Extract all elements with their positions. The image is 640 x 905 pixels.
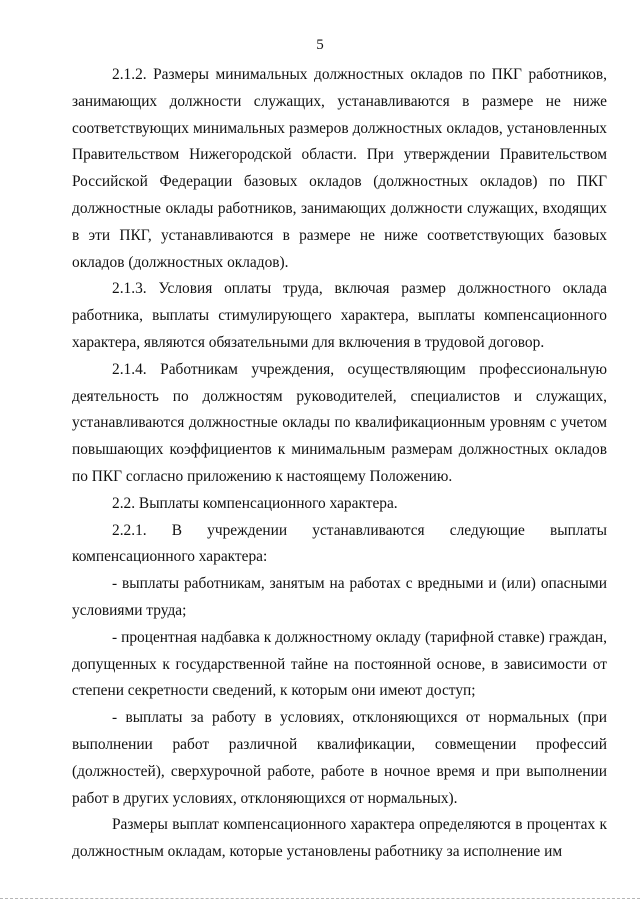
paragraph-2-2-1: 2.2.1. В учреждении устанавливаются следующие выплаты компенсационного характера:	[72, 521, 607, 566]
list-item-abnormal-conditions: - выплаты за работу в условиях, отклоняющихся от нормальных (при выполнении работ различной квалификации, совмещении профессий (должностей), сверхурочной работе, работе в ночное время и при выполнении работ в других условиях, отклоняющихся от нормальных).	[72, 709, 607, 807]
list-item-state-secret-bonus: - процентная надбавка к должностному окладу (тарифной ставке) граждан, допущенных к государственной тайне на постоянной основе, в зависимости от степени секретности сведений, к которым они имеют доступ;	[72, 628, 607, 700]
section-heading-2-2: 2.2. Выплаты компенсационного характера.	[112, 494, 398, 512]
document-body	[72, 62, 607, 866]
scan-bottom-edge	[0, 898, 640, 899]
paragraph-2-1-3: 2.1.3. Условия оплаты труда, включая размер должностного оклада работника, выплаты стимулирующего характера, выплаты компенсационного характера, являются обязательными для включения в трудовой договор.	[72, 280, 607, 351]
paragraph-2-1-2: 2.1.2. Размеры минимальных должностных окладов по ПКГ работников, занимающих должности служащих, устанавливаются в размере не ниже соответствующих минимальных размеров должностных окладов, установленных Правительством Нижегородской области. При утверждении Правительством Российской Федерации базовых окладов (должностных окладов) по ПКГ должностные оклады работников, занимающих должности служащих, входящих в эти ПКГ, устанавливаются в размере не ниже соответствующих базовых окладов (должностных окладов).	[72, 66, 607, 271]
paragraph-2-1-4: 2.1.4. Работникам учреждения, осуществляющим профессиональную деятельность по должностям руководителей, специалистов и служащих, устанавливаются должностные оклады по квалификационным уровням с учетом повышающих коэффициентов к минимальным размерам должностных окладов по ПКГ согласно приложению к настоящему Положению.	[72, 360, 607, 485]
paragraph-compensation-amounts: Размеры выплат компенсационного характера определяются в процентах к должностным окладам, которые установлены работнику за исполнение им	[72, 816, 607, 861]
page-number: 5	[316, 37, 324, 53]
list-item-harmful-conditions: - выплаты работникам, занятым на работах с вредными и (или) опасными условиями труда;	[72, 575, 607, 619]
